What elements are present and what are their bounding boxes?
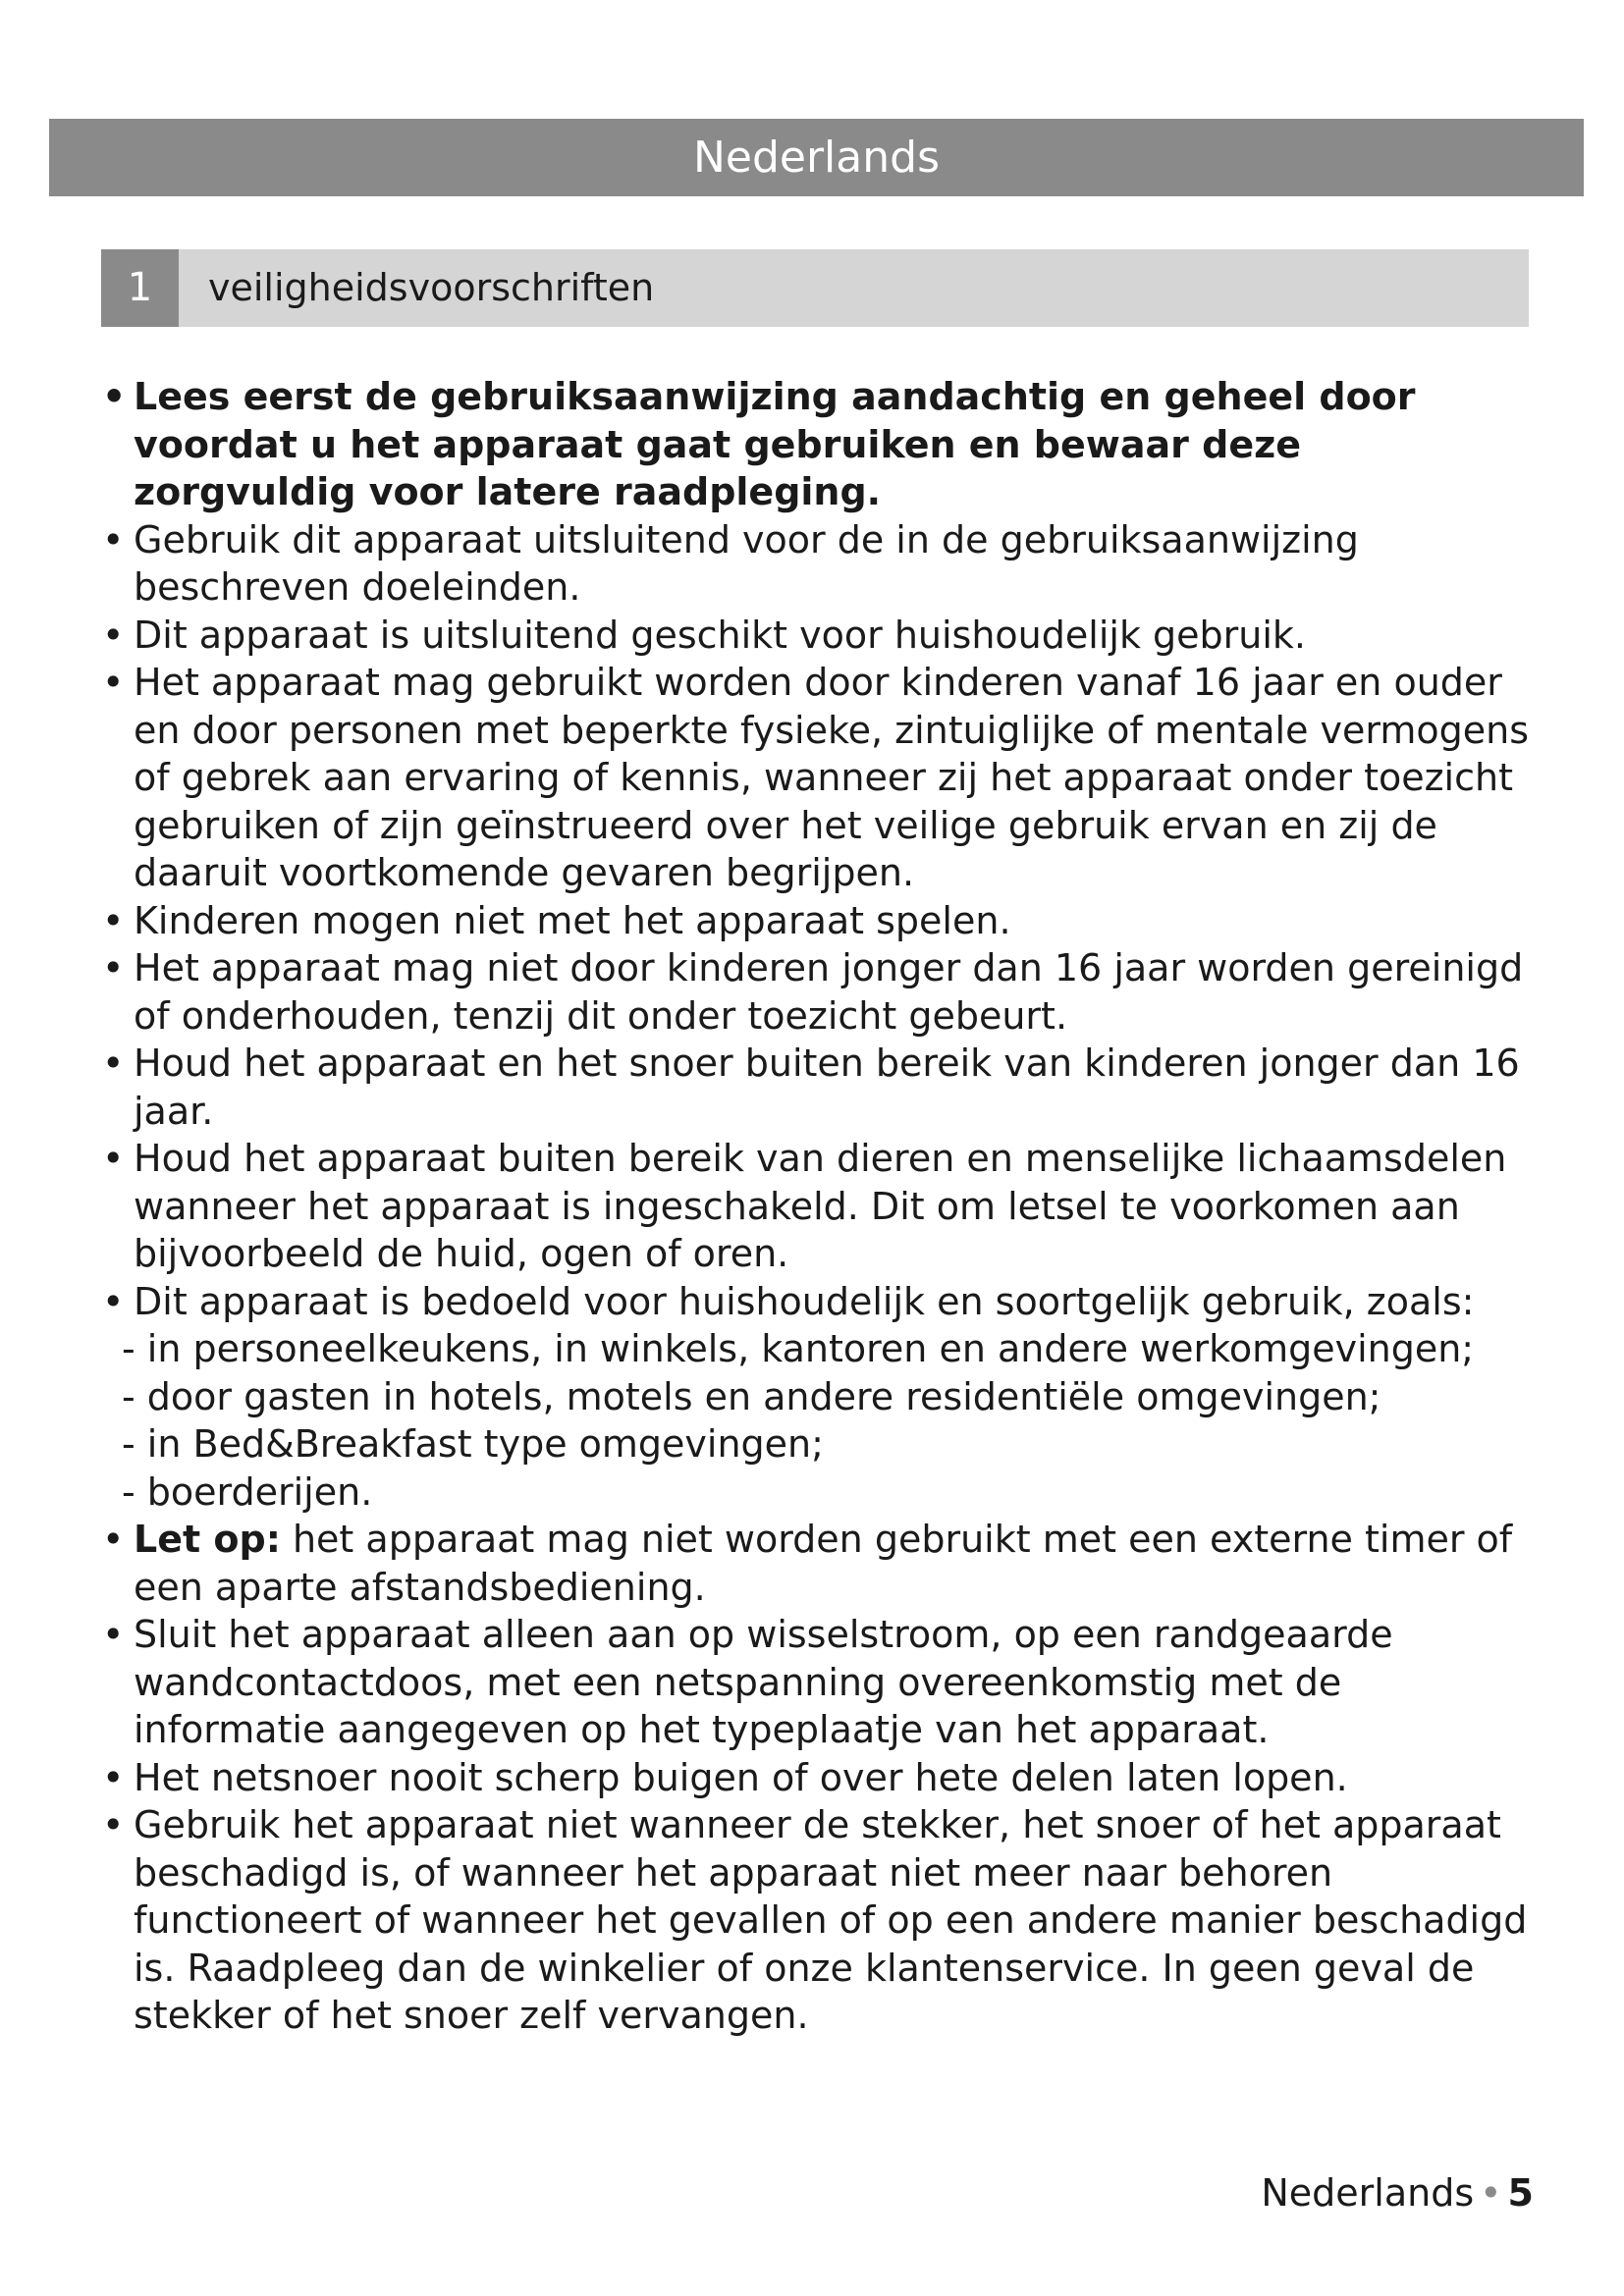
list-item: • Het netsnoer nooit scherp buigen of over hete delen laten lopen.: [98, 1754, 1532, 1802]
language-header-bar: [49, 119, 1584, 196]
list-item: • Gebruik het apparaat niet wanneer de stekker, het snoer of het apparaat beschadigd is, of wanneer het apparaat niet meer naar behoren functioneert of wanneer het gevallen of op een andere manier beschadigd is. Raadpleeg dan de winkelier of onze klantenservice. In geen geval de stekker of het snoer zelf vervangen.: [98, 1801, 1532, 2040]
sub-list-item: - in personeelkeukens, in winkels, kantoren en andere werkomgevingen;: [122, 1327, 1475, 1370]
list-item: • Het apparaat mag gebruikt worden door kinderen vanaf 16 jaar en ouder en door personen met beperkte fysieke, zintuiglijke of mentale vermogens of gebrek aan ervaring of kennis, wanneer zij het apparaat onder toezicht gebruiken of zijn geïnstrueerd over het veilige gebruik ervan en zij de daaruit voortkomende gevaren begrijpen.: [98, 659, 1532, 897]
list-item: • Dit apparaat is bedoeld voor huishoudelijk en soortgelijk gebruik, zoals:: [98, 1278, 1532, 1326]
safety-instructions-list: [98, 373, 1532, 2040]
list-item: • Het apparaat mag niet door kinderen jonger dan 16 jaar worden gereinigd of onderhouden, tenzij dit onder toezicht gebeurt.: [98, 944, 1532, 1040]
list-item: • Lees eerst de gebruiksaanwijzing aandachtig en geheel door voordat u het apparaat gaat gebruiken en bewaar deze zorgvuldig voor latere raadpleging.: [98, 373, 1532, 516]
list-item: • Dit apparaat is uitsluitend geschikt voor huishoudelijk gebruik.: [98, 612, 1532, 660]
page-number: 5: [1507, 2171, 1534, 2215]
list-item: • Kinderen mogen niet met het apparaat spelen.: [98, 897, 1532, 945]
language-title: Nederlands: [692, 133, 940, 183]
section-number: 1: [101, 249, 179, 327]
footer-separator: •: [1480, 2171, 1502, 2215]
list-item: • Let op: het apparaat mag niet worden gebruikt met een externe timer of een aparte afstandsbediening.: [98, 1516, 1532, 1611]
sub-list-item: - boerderijen.: [122, 1469, 373, 1514]
section-title: veiligheidsvoorschriften: [208, 266, 655, 309]
list-item: • Houd het apparaat en het snoer buiten bereik van kinderen jonger dan 16 jaar.: [98, 1040, 1532, 1135]
page-footer: [1261, 2169, 1534, 2216]
sub-list-item: - door gasten in hotels, motels en andere residentiële omgevingen;: [122, 1374, 1381, 1418]
section-heading: [101, 249, 1529, 327]
list-item: • Sluit het apparaat alleen aan op wisselstroom, op een randgeaarde wandcontactdoos, met een netspanning overeenkomstig met de informatie aangegeven op het typeplaatje van het apparaat.: [98, 1611, 1532, 1754]
note-label: Let op:: [134, 1518, 281, 1561]
sub-list-item: - in Bed&Breakfast type omgevingen;: [122, 1422, 824, 1466]
footer-language: Nederlands: [1261, 2171, 1475, 2215]
list-item: • Gebruik dit apparaat uitsluitend voor de in de gebruiksaanwijzing beschreven doeleinden.: [98, 516, 1532, 612]
list-item: • Houd het apparaat buiten bereik van dieren en menselijke lichaamsdelen wanneer het apparaat is ingeschakeld. Dit om letsel te voorkomen aan bijvoorbeeld de huid, ogen of oren.: [98, 1135, 1532, 1278]
